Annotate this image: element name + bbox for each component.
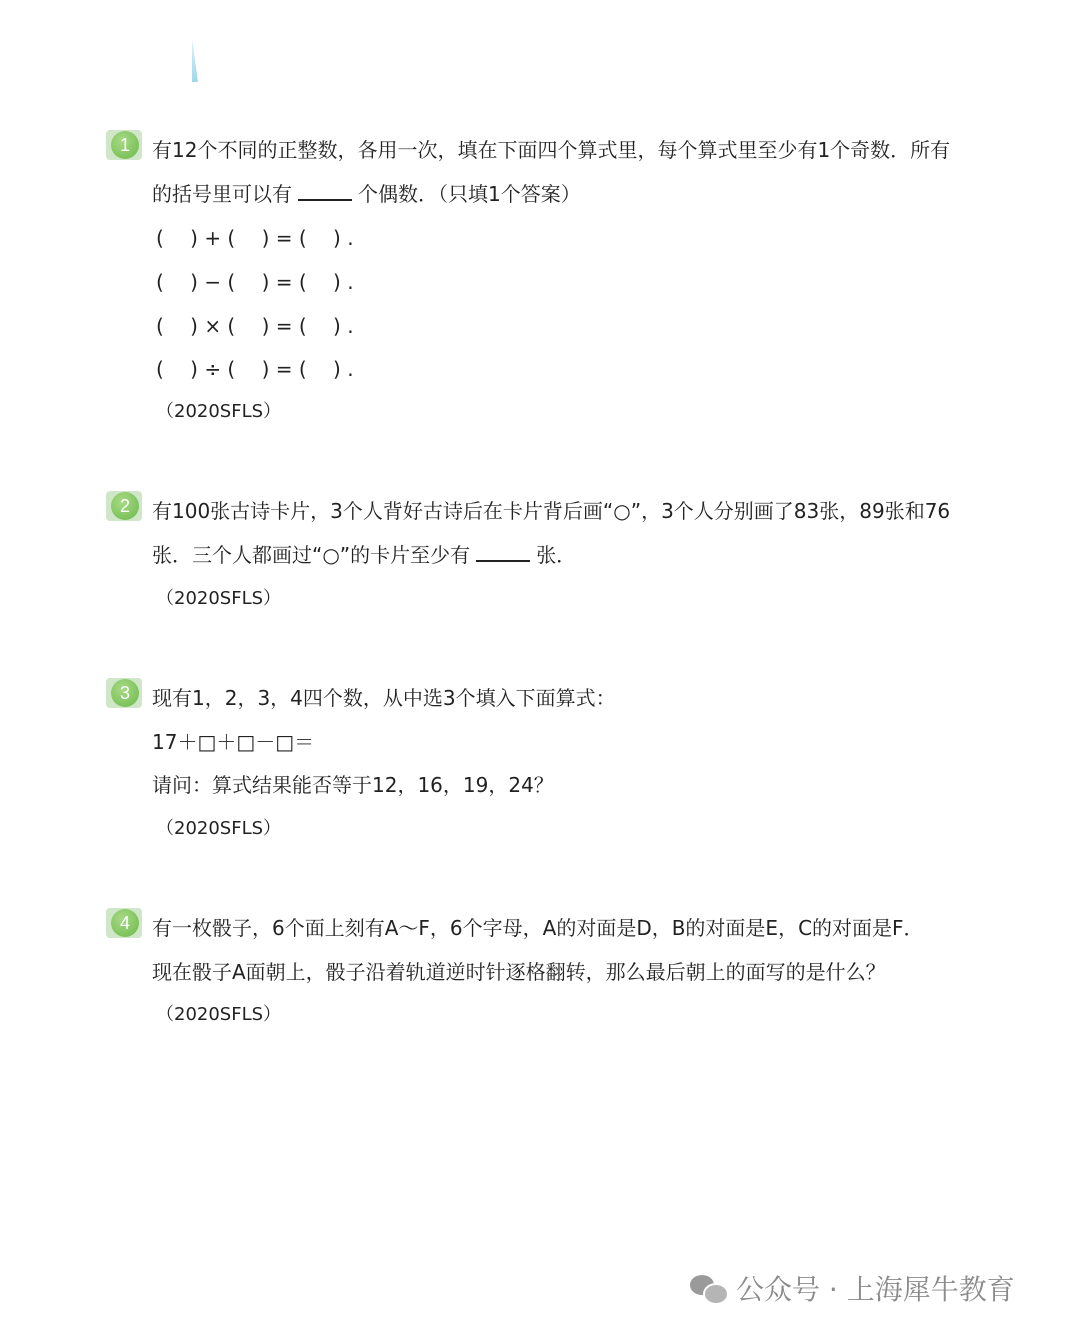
source-label: （2020SFLS） bbox=[156, 818, 282, 839]
question-number-badge bbox=[106, 908, 142, 938]
equation-line: ( ) − ( ) = ( ) . bbox=[156, 270, 354, 294]
watermark bbox=[690, 1268, 1015, 1308]
question-text: 有一枚骰子，6个面上刻有A～F，6个字母，A的对面是D，B的对面是E，C的对面是F． bbox=[152, 916, 924, 940]
question-number: 3 bbox=[111, 679, 139, 707]
question-text: 的括号里可以有 个偶数．（只填1个答案） bbox=[152, 182, 581, 206]
source-label: （2020SFLS） bbox=[156, 588, 282, 609]
equation-line: ( ) × ( ) = ( ) . bbox=[156, 314, 354, 338]
source-label: （2020SFLS） bbox=[156, 1004, 282, 1025]
question-number: 4 bbox=[111, 909, 139, 937]
equation-line: 17＋□＋□－□＝ bbox=[152, 730, 315, 754]
equation-line: ( ) + ( ) = ( ) . bbox=[156, 226, 354, 250]
question-number-badge bbox=[106, 130, 142, 160]
question-number-badge bbox=[106, 491, 142, 521]
equation-line: ( ) ÷ ( ) = ( ) . bbox=[156, 357, 354, 381]
question-text: 请问：算式结果能否等于12，16，19，24？ bbox=[152, 773, 554, 797]
wechat-icon bbox=[690, 1273, 726, 1303]
question-text: 有12个不同的正整数，各用一次，填在下面四个算式里，每个算式里至少有1个奇数．所有 bbox=[152, 138, 951, 162]
source-label: （2020SFLS） bbox=[156, 401, 282, 422]
question-number: 2 bbox=[111, 492, 139, 520]
decorative-sliver bbox=[192, 38, 198, 82]
watermark-text: 公众号 · 上海犀牛教育 bbox=[736, 1273, 1015, 1306]
answer-blank[interactable] bbox=[476, 542, 530, 562]
question-text: 现在骰子A面朝上，骰子沿着轨道逆时针逐格翻转，那么最后朝上的面写的是什么？ bbox=[152, 960, 886, 984]
question-number-badge bbox=[106, 678, 142, 708]
question-text: 有100张古诗卡片，3个人背好古诗后在卡片背后画“○”，3个人分别画了83张，89张和76 bbox=[152, 499, 951, 523]
answer-blank[interactable] bbox=[298, 181, 352, 201]
question-number: 1 bbox=[111, 131, 139, 159]
question-text: 张．三个人都画过“○”的卡片至少有 张． bbox=[152, 543, 577, 567]
question-text: 现有1，2，3，4四个数，从中选3个填入下面算式： bbox=[152, 686, 616, 710]
